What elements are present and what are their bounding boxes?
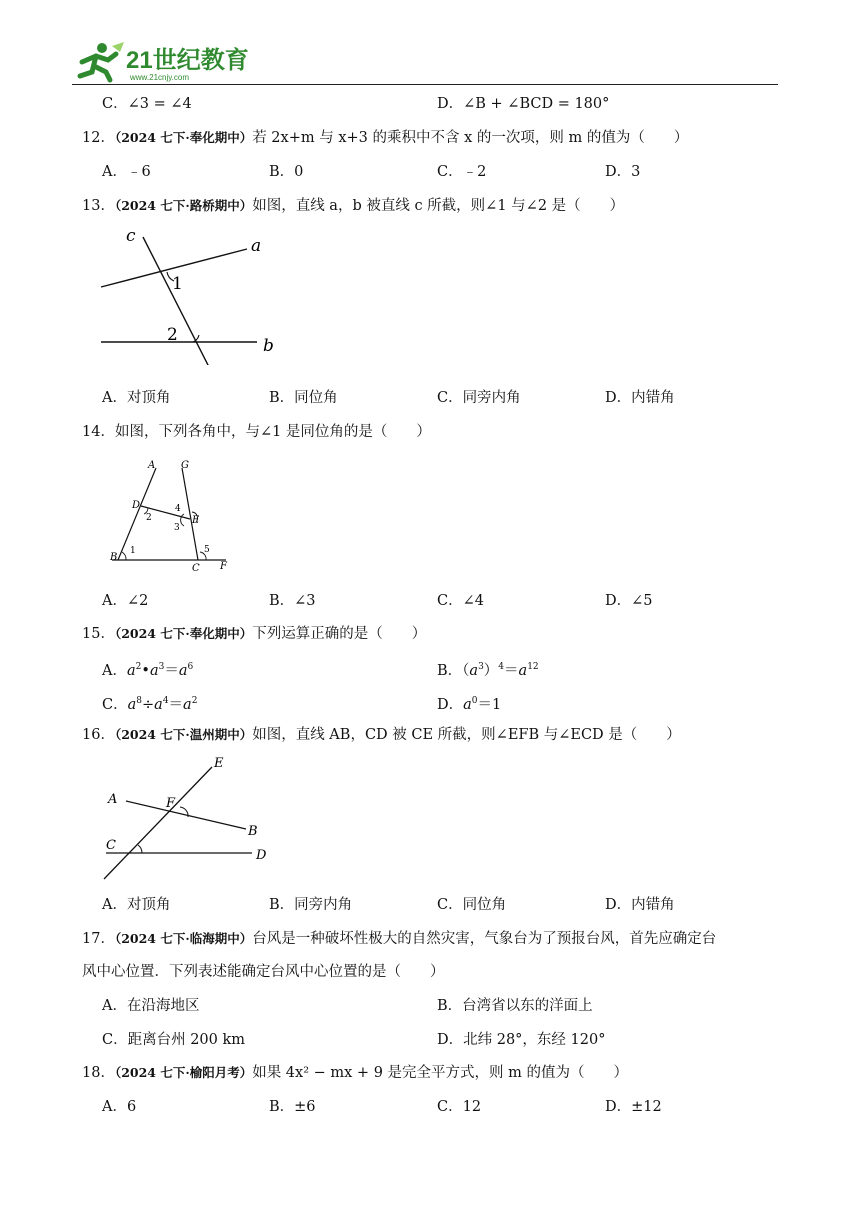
label-C: C: [106, 838, 116, 853]
label-D: D: [132, 500, 141, 511]
q14-option-d: D．∠5: [605, 593, 653, 609]
question-number: 13．: [82, 198, 115, 214]
q16-option-d: D．内错角: [605, 897, 675, 913]
label-c: c: [126, 226, 136, 246]
q13-option-b: B．同位角: [269, 390, 338, 406]
q16-option-a: A．对顶角: [102, 897, 171, 913]
label-a: a: [251, 236, 262, 256]
header-divider: [72, 84, 778, 85]
math-op: ＝1: [477, 697, 502, 713]
q17-option-c: C．距离台州 200 km: [102, 1032, 246, 1048]
q15-option-d: [437, 691, 501, 715]
q13-option-a: A．对顶角: [102, 390, 171, 406]
math-exp: 2: [191, 696, 198, 706]
q13-figure: [95, 225, 285, 365]
label-D: D: [256, 848, 267, 863]
label-F: F: [220, 561, 227, 572]
question-number: 14．: [82, 424, 115, 440]
q17-option-d: D．北纬 28°，东经 120°: [437, 1032, 606, 1048]
q14-stem: [82, 422, 431, 442]
math-exp: 3: [478, 662, 484, 672]
math-base: a: [183, 697, 192, 713]
question-text: 如图，下列各角中，与∠1 是同位角的是（ ）: [114, 424, 431, 440]
q18-option-b: B．±6: [269, 1099, 316, 1115]
math-base: a: [154, 697, 163, 713]
math-base: a: [178, 663, 188, 679]
math-op: （: [462, 663, 470, 679]
q14-figure: [108, 456, 238, 574]
question-source: （2024 七下·奉化期中）: [114, 130, 253, 145]
question-number: 16．: [82, 727, 115, 743]
q15-option-b: [437, 657, 539, 681]
option-label: C．: [102, 697, 128, 713]
site-logo: [72, 40, 272, 84]
question-source: （2024 七下·路桥期中）: [114, 198, 253, 213]
q17-stem-line1: [82, 929, 716, 949]
label-b: b: [263, 336, 274, 356]
angle-ecd-arc: [138, 845, 142, 853]
math-exp: 8: [136, 696, 142, 706]
label-G: G: [181, 460, 189, 471]
label-2: 2: [167, 325, 178, 345]
q15-option-a: [102, 657, 193, 681]
question-source: （2024 七下·榆阳月考）: [114, 1065, 253, 1080]
math-base: a: [469, 663, 479, 679]
q11-option-c: C．∠3 = ∠4: [102, 96, 192, 112]
label-A: A: [108, 792, 118, 807]
line-c: [143, 237, 209, 365]
option-label: D．: [437, 697, 464, 713]
q12-option-c: C．﹣2: [437, 164, 487, 180]
q11-option-d: D．∠B + ∠BCD = 180°: [437, 96, 610, 112]
q18-option-c: C．12: [437, 1099, 482, 1115]
label-n5: 5: [204, 545, 210, 555]
label-E: E: [192, 515, 200, 526]
q12-option-a: A．﹣6: [102, 164, 151, 180]
q15-stem: [82, 624, 426, 644]
line-ce: [104, 767, 212, 879]
question-text: 如果 4x² − mx + 9 是完全平方式，则 m 的值为（ ）: [252, 1065, 628, 1081]
math-base: a: [149, 663, 159, 679]
math-op: ＝: [504, 663, 519, 679]
math-exp: 6: [187, 662, 194, 672]
q13-option-d: D．内错角: [605, 390, 675, 406]
math-base: a: [463, 697, 472, 713]
question-text: 下列运算正确的是（ ）: [252, 626, 427, 642]
runner-icon: [80, 42, 124, 80]
question-text: 若 2x+m 与 x+3 的乘积中不含 x 的一次项，则 m 的值为（ ）: [252, 130, 689, 146]
question-source: （2024 七下·临海期中）: [114, 931, 253, 946]
q14-option-c: C．∠4: [437, 593, 484, 609]
label-n2: 2: [146, 513, 152, 523]
logo-text: 21世纪教育: [126, 47, 249, 74]
math-exp: 0: [471, 696, 478, 706]
q17-stem-line2: 风中心位置．下列表述能确定台风中心位置的是（ ）: [82, 964, 445, 980]
q13-stem: [82, 196, 624, 216]
q16-stem: [82, 725, 681, 745]
angle-3-arc: [181, 514, 184, 526]
label-n3: 3: [174, 523, 180, 533]
math-op: •: [141, 663, 150, 679]
q17-option-b: B．台湾省以东的洋面上: [437, 998, 593, 1014]
label-C: C: [192, 563, 200, 574]
q16-option-b: B．同旁内角: [269, 897, 353, 913]
math-exp: 12: [527, 662, 539, 672]
math-op: ＝: [168, 697, 184, 713]
label-n4: 4: [175, 504, 181, 514]
label-F: F: [166, 796, 176, 811]
math-base: a: [127, 697, 137, 713]
label-A: A: [148, 460, 156, 471]
math-op: ＝: [164, 663, 179, 679]
label-B: B: [248, 824, 258, 839]
math-base: a: [518, 663, 528, 679]
q14-option-a: A．∠2: [102, 593, 149, 609]
label-n1: 1: [130, 546, 136, 556]
q17-option-a: A．在沿海地区: [102, 998, 200, 1014]
label-E: E: [214, 756, 224, 771]
question-number: 17．: [82, 931, 115, 947]
option-label: A．: [102, 663, 127, 679]
math-exp: 4: [498, 662, 505, 672]
math-op: ÷: [142, 697, 155, 713]
q18-option-a: A．6: [102, 1099, 137, 1115]
label-1: 1: [172, 274, 183, 294]
question-number: 12．: [82, 130, 115, 146]
q12-stem: [82, 128, 688, 148]
question-text: 台风是一种破坏性极大的自然灾害，气象台为了预报台风，首先应确定台: [252, 931, 717, 947]
question-source: （2024 七下·温州期中）: [114, 727, 253, 742]
question-text: 如图，直线 AB，CD 被 CE 所截，则∠EFB 与∠ECD 是（ ）: [252, 727, 681, 743]
q16-figure: [100, 755, 272, 883]
line-ab: [126, 801, 246, 829]
q18-option-d: D．±12: [605, 1099, 662, 1115]
math-exp: 3: [158, 662, 165, 672]
angle-1-arc: [122, 552, 126, 560]
math-op: ）: [483, 663, 499, 679]
q16-option-c: C．同位角: [437, 897, 507, 913]
q14-option-b: B．∠3: [269, 593, 316, 609]
q12-option-b: B．0: [269, 164, 304, 180]
q15-option-c: [102, 691, 197, 715]
question-number: 18．: [82, 1065, 115, 1081]
question-number: 15．: [82, 626, 115, 642]
math-exp: 4: [162, 696, 169, 706]
math-base: a: [126, 663, 136, 679]
question-text: 如图，直线 a，b 被直线 c 所截，则∠1 与∠2 是（ ）: [252, 198, 625, 214]
q13-option-c: C．同旁内角: [437, 390, 521, 406]
logo-subtext: www.21cnjy.com: [130, 73, 189, 82]
label-B: B: [110, 552, 118, 563]
q18-stem: [82, 1063, 628, 1083]
option-label: B．: [437, 663, 463, 679]
q12-option-d: D．3: [605, 164, 641, 180]
math-exp: 2: [135, 662, 142, 672]
question-source: （2024 七下·奉化期中）: [114, 626, 253, 641]
